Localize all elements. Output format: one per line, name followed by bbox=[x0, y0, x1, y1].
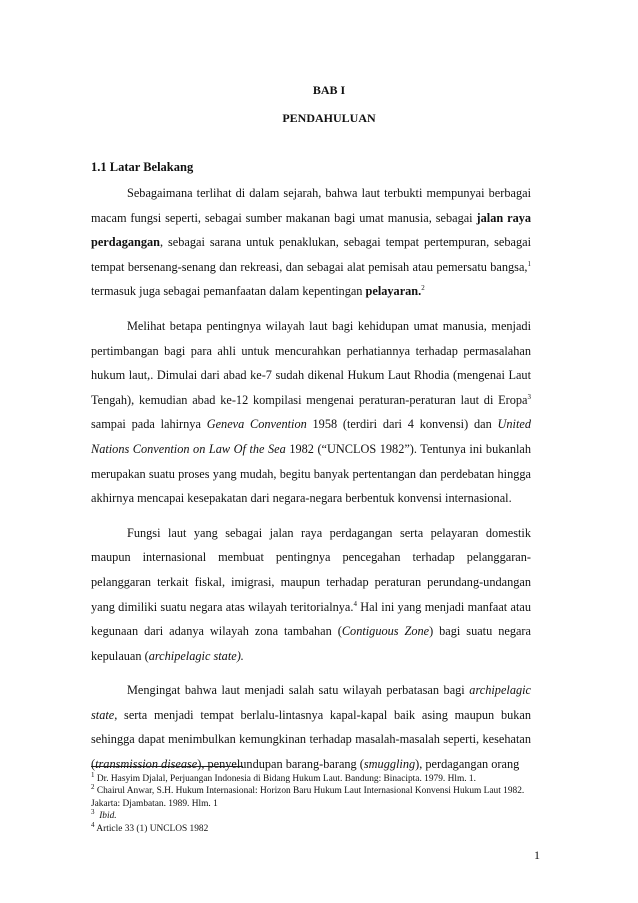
paragraph-text: termasuk juga sebagai pemanfaatan dalam kepentingan bbox=[91, 284, 366, 299]
paragraph-1 bbox=[91, 181, 531, 304]
paragraph-text: Hal ini yang menjadi manfaat atau kegunaan dari adanya wilayah zona tambahan ( bbox=[91, 599, 531, 639]
footnote-number: 4 bbox=[91, 820, 95, 829]
paragraph-text: Mengingat bahwa laut menjadi salah satu wilayah perbatasan bagi bbox=[127, 683, 470, 698]
footnote-number: 1 bbox=[91, 770, 95, 779]
footnote-text: Ibid. bbox=[99, 811, 117, 822]
bold-term: pelayaran. bbox=[365, 284, 422, 299]
italic-term: United Nations Convention on Law Of the Sea bbox=[91, 417, 531, 456]
paragraph-text: 1958 (terdiri dari 4 konvensi) dan bbox=[306, 417, 498, 432]
footnote-2 bbox=[91, 785, 531, 810]
footnote-ref[interactable]: 2 bbox=[421, 284, 425, 293]
chapter-title: PENDAHULUAN bbox=[282, 111, 376, 125]
paragraph-text: ), perdagangan orang bbox=[415, 757, 520, 772]
chapter-number: BAB I bbox=[312, 83, 346, 97]
italic-term: smuggling bbox=[363, 757, 416, 772]
footnote-1 bbox=[91, 770, 531, 785]
footnote-text: Dr. Hasyim Djalal, Perjuangan Indonesia di Bidang Hukum Laut. Bandung: Binacipta. 1979. Hlm. 1. bbox=[94, 774, 476, 784]
paragraph-text: , sebagai sarana untuk penaklukan, sebagai tempat pertempuran, sebagai tempat bersenang-senang dan rekreasi, dan sebagai alat pemisah atau pemersatu bangsa, bbox=[91, 235, 531, 274]
footnote-text: Chairul Anwar, S.H. Hukum Internasional: Horizon Baru Hukum Laut Internasional Konvensi Hukum Laut 1982. Jakarta: Djambatan. 1989. Hlm. 1 bbox=[91, 786, 525, 809]
paragraph-text: 1982 (“UNCLOS 1982”). Tentunya ini bukanlah merupakan suatu proses yang mudah, begitu banyak pertentangan dan perdebatan hingga akhirnya mencapai kesepakatan dari negara-negara berbentuk konvensi internasional. bbox=[91, 441, 532, 506]
footnote-4 bbox=[91, 820, 531, 835]
italic-term: transmission disease bbox=[95, 757, 198, 772]
page-number: 1 bbox=[534, 848, 540, 862]
paragraph-2 bbox=[91, 314, 531, 511]
footnote-3 bbox=[91, 810, 531, 822]
paragraph-text: ), penyelundupan barang-barang ( bbox=[197, 757, 364, 772]
footnote-text: Article 33 (1) UNCLOS 1982 bbox=[94, 823, 209, 834]
footnote-number: 3 bbox=[91, 808, 95, 817]
paragraph-text: sampai pada lahirnya bbox=[91, 417, 207, 432]
italic-term: archipelagic state bbox=[91, 683, 531, 722]
bold-term: jalan raya perdagangan bbox=[91, 210, 532, 250]
italic-term: archipelagic state). bbox=[148, 648, 244, 663]
paragraph-text: , serta menjadi tempat berlalu-lintasnya kapal-kapal baik asing maupun bukan sehingga dapat menimbulkan kemungkinan terhadap masalah-masalah seperti, kesehatan ( bbox=[91, 707, 531, 772]
paragraph-4 bbox=[91, 678, 531, 776]
footnote-divider bbox=[91, 766, 243, 767]
paragraph-text: Sebagaimana terlihat di dalam sejarah, bahwa laut terbukti mempunyai berbagai macam fungsi seperti, sebagai sumber makanan bagi umat manusia, sebagai bbox=[91, 186, 531, 225]
paragraph-3 bbox=[91, 521, 531, 669]
footnote-ref[interactable]: 1 bbox=[527, 259, 531, 268]
footnote-number: 2 bbox=[91, 783, 95, 792]
footnote-ref[interactable]: 3 bbox=[527, 392, 531, 401]
footnotes bbox=[91, 770, 531, 835]
paragraph-text: Fungsi laut yang sebagai jalan raya perdagangan serta pelayaran domestik maupun internasional membuat pentingnya pencegahan terhadap pelanggaran-pelanggaran terkait fiskal, imigrasi, maupun terhadap peraturan perundang-undangan yang dimiliki suatu negara atas wilayah teritorialnya. bbox=[91, 525, 531, 614]
footnote-ref[interactable]: 4 bbox=[353, 599, 357, 608]
paragraph-text: Melihat betapa pentingnya wilayah laut bagi kehidupan umat manusia, menjadi pertimbangan bagi para ahli untuk mencurahkan perhatiannya terhadap permasalahan hukum laut,. Dimulai dari abad ke-7 sudah dikenal Hukum Laut Rhodia (mengenai Laut Tengah), kemudian abad ke-12 kompilasi mengenai peraturan-peraturan laut di Eropa bbox=[91, 318, 531, 407]
paragraph-text: ) bagi suatu negara kepulauan ( bbox=[91, 624, 531, 663]
body-text bbox=[91, 181, 531, 787]
italic-term: Contiguous Zone bbox=[341, 624, 430, 639]
section-heading: 1.1 Latar Belakang bbox=[91, 160, 194, 174]
italic-term: Geneva Convention bbox=[206, 417, 307, 432]
